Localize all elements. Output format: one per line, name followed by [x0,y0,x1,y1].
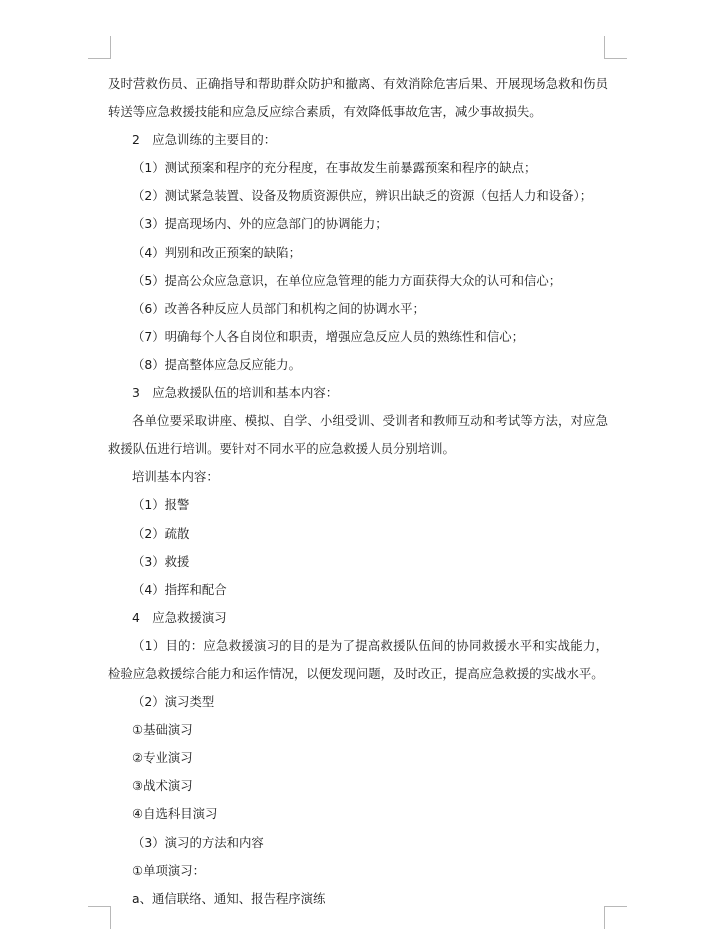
list-item: （1）测试预案和程序的充分程度，在事故发生前暴露预案和程序的缺点； [132,160,537,176]
section-heading: 3 应急救援队伍的培训和基本内容： [132,385,339,401]
list-item: （3）演习的方法和内容 [132,834,264,850]
paragraph-line: 转送等应急救援技能和应急反应综合素质，有效降低事故危害，减少事故损失。 [108,104,542,120]
list-item: ④自选科目演习 [132,806,218,822]
list-item: ③战术演习 [132,778,193,794]
paragraph-line: 救援队伍进行培训。要针对不同水平的应急救援人员分别培训。 [108,441,455,457]
list-item: ①基础演习 [132,722,193,738]
list-item: （6）改善各种反应人员部门和机构之间的协调水平； [132,300,425,316]
list-item: ①单项演习： [132,862,206,878]
list-item: （7）明确每个人各自岗位和职责，增强应急反应人员的熟练性和信心； [132,328,524,344]
list-item: （4）指挥和配合 [132,581,227,597]
paragraph-line: 及时营救伤员、正确指导和帮助群众防护和撤离、有效消除危害后果、开展现场急救和伤员 [108,76,608,91]
list-item: （4）判别和改正预案的缺陷； [132,244,301,260]
list-item: （8）提高整体应急反应能力。 [132,356,301,372]
document-body [108,70,608,913]
section-heading: 2 应急训练的主要目的： [132,132,277,148]
list-item: a、通信联络、通知、报告程序演练 [132,890,326,906]
list-item: ②专业演习 [132,750,193,766]
list-item: （3）救援 [132,553,190,569]
paragraph-line: 各单位要采取讲座、模拟、自学、小组受训、受训者和教师互动和考试等方法，对应急 [132,413,608,429]
paragraph-line: 培训基本内容： [132,469,219,485]
list-item: （2）测试紧急装置、设备及物质资源供应，辨识出缺乏的资源（包括人力和设备）； [132,188,593,204]
paragraph-line: （1）目的：应急救援演习的目的是为了提高救援队伍间的协同救援水平和实战能力， [132,637,608,653]
list-item: （5）提高公众应急意识，在单位应急管理的能力方面获得大众的认可和信心； [132,272,562,288]
list-item: （1）报警 [132,497,190,513]
list-item: （3）提高现场内、外的应急部门的协调能力； [132,216,388,232]
paragraph-line: 检验应急救援综合能力和运作情况，以便发现问题，及时改正，提高应急救援的实战水平。 [108,665,604,681]
section-heading: 4 应急救援演习 [132,609,227,625]
margin-mark-top-right [604,36,627,59]
list-item: （2）疏散 [132,525,190,541]
list-item: （2）演习类型 [132,694,215,710]
margin-mark-top-left [88,36,111,59]
